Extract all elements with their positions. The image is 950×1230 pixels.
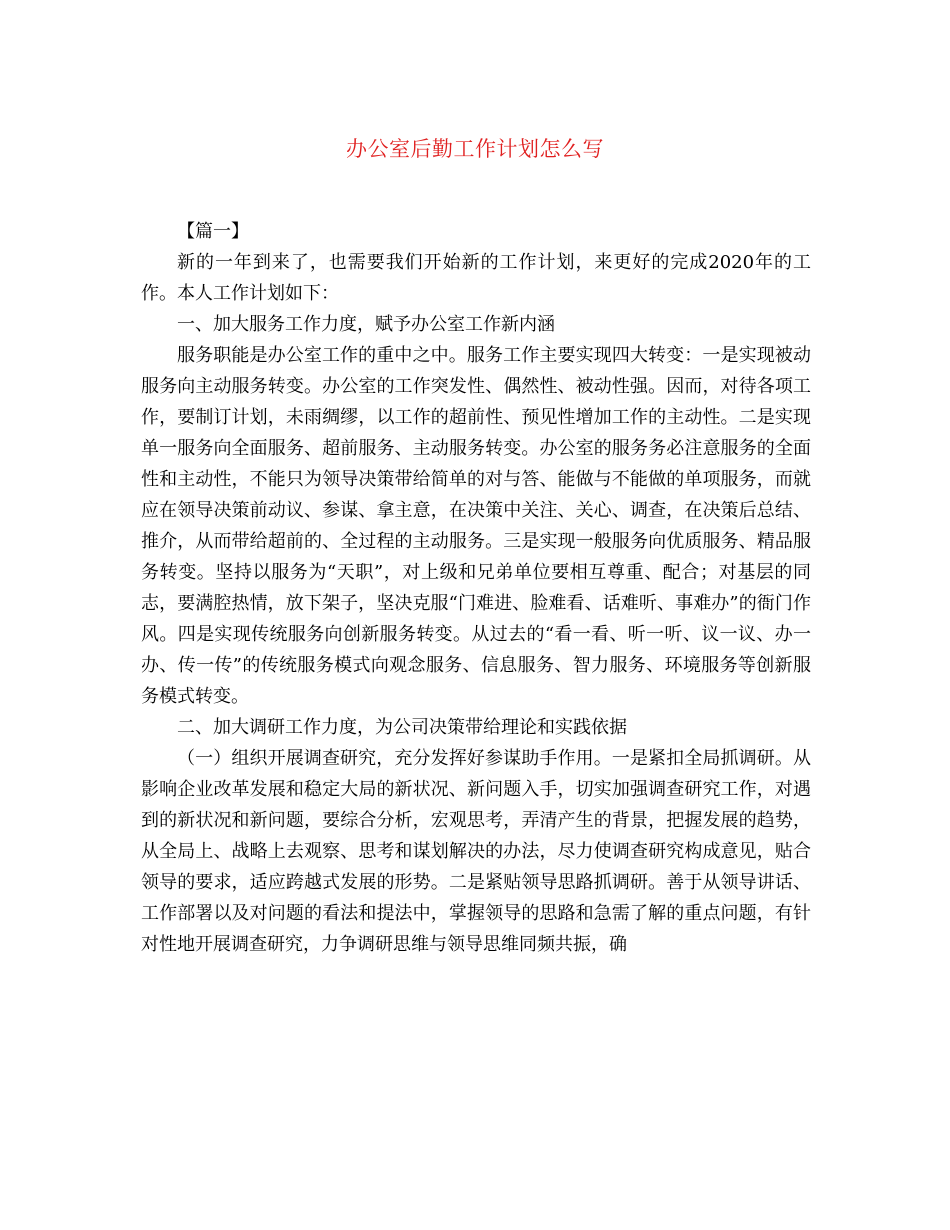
- body-paragraph: （一）组织开展调查研究，充分发挥好参谋助手作用。一是紧扣全局抓调研。从影响企业改革发展和稳定大局的新状况、新问题入手，切实加强调查研究工作，对遇到的新状况和新问题，要综合分析，宏观思考，弄清产生的背景，把握发展的趋势，从全局上、战略上去观察、思考和谋划解决的办法，尽力使调查研究构成意见，贴合领导的要求，适应跨越式发展的形势。二是紧贴领导思路抓调研。善于从领导讲话、工作部署以及对问题的看法和提法中，掌握领导的思路和急需了解的重点问题，有针对性地开展调查研究，力争调研思维与领导思维同频共振，确: [141, 748, 811, 955]
- document-body: [141, 216, 811, 960]
- section-heading: 一、加大服务工作力度，赋予办公室工作新内涵: [177, 314, 555, 335]
- document-title: 办公室后勤工作计划怎么写: [346, 137, 604, 161]
- section-heading: 二、加大调研工作力度，为公司决策带给理论和实践依据: [177, 717, 627, 738]
- body-paragraph: 新的一年到来了，也需要我们开始新的工作计划，来更好的完成2020年的工作。本人工作计划如下：: [141, 252, 811, 304]
- section-heading: 【篇一】: [177, 221, 249, 242]
- body-paragraph: 服务职能是办公室工作的重中之中。服务工作主要实现四大转变：一是实现被动服务向主动服务转变。办公室的工作突发性、偶然性、被动性强。因而，对待各项工作，要制订计划，未雨绸缪，以工作的超前性、预见性增加工作的主动性。二是实现单一服务向全面服务、超前服务、主动服务转变。办公室的服务务必注意服务的全面性和主动性，不能只为领导决策带给简单的对与答、能做与不能做的单项服务，而就应在领导决策前动议、参谋、拿主意，在决策中关注、关心、调查，在决策后总结、推介，从而带给超前的、全过程的主动服务。三是实现一般服务向优质服务、精品服务转变。坚持以服务为“天职”，对上级和兄弟单位要相互尊重、配合；对基层的同志，要满腔热情，放下架子，坚决克服“门难进、脸难看、话难听、事难办”的衙门作风。四是实现传统服务向创新服务转变。从过去的“看一看、听一听、议一议、办一办、传一传”的传统服务模式向观念服务、信息服务、智力服务、环境服务等创新服务模式转变。: [141, 345, 811, 707]
